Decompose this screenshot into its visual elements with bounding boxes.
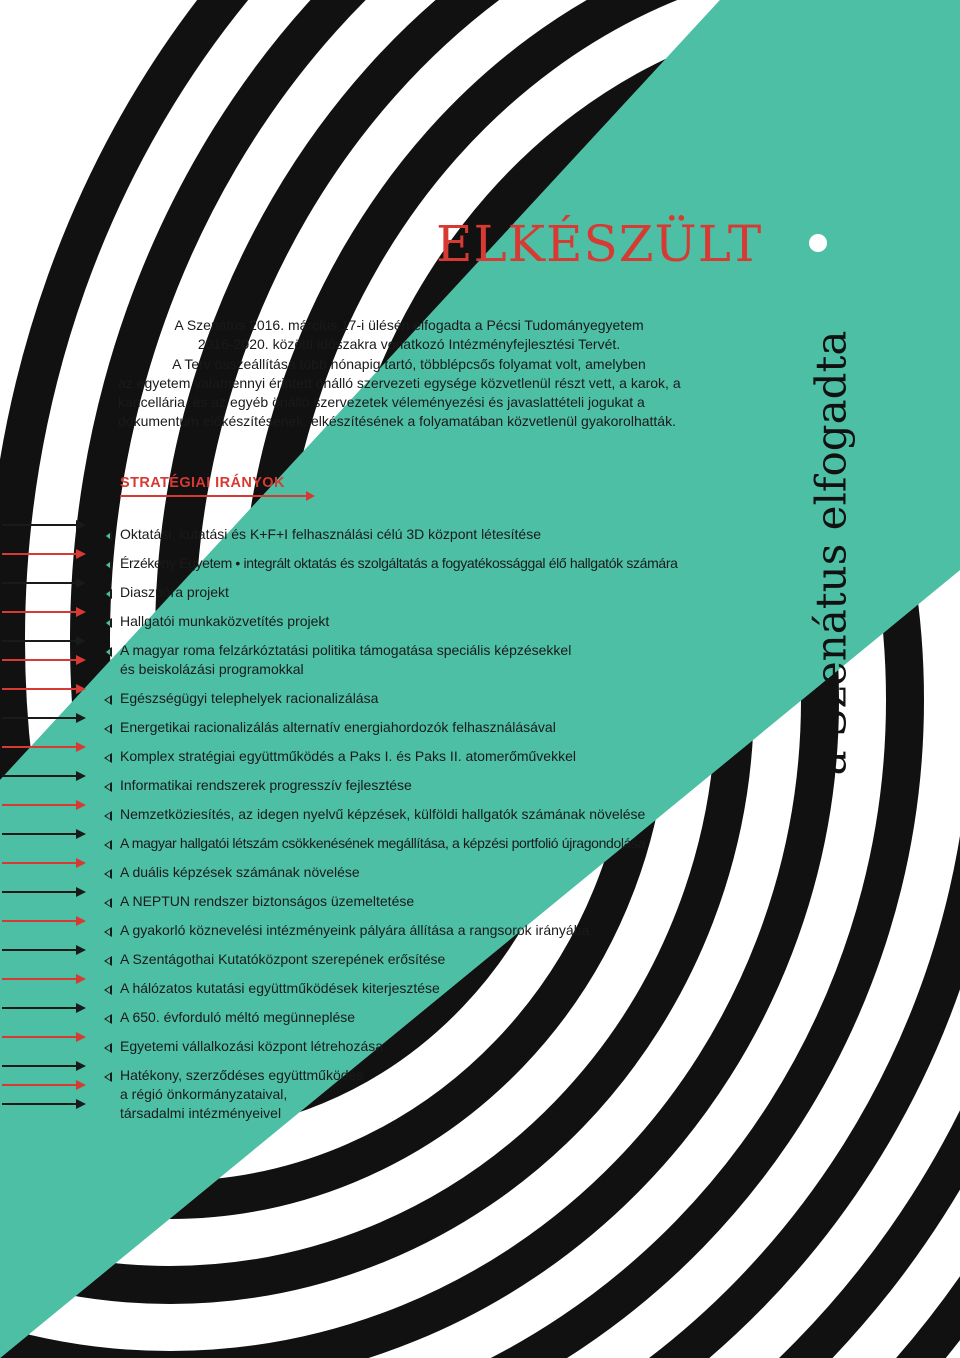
list-item-text: Hallgatói munkaközvetítés projekt: [120, 613, 330, 629]
arrow-icon: [2, 829, 86, 839]
section-heading-text: STRATÉGIAI IRÁNYOK: [120, 475, 285, 491]
arrow-icon: [2, 742, 86, 752]
arrow-icon: [2, 771, 86, 781]
arrow-icon: [2, 974, 86, 984]
list-item-text: A NEPTUN rendszer biztonságos üzemeltetése: [120, 893, 415, 909]
triangle-bullet-icon: [104, 782, 112, 792]
arrow-icon: [2, 1099, 86, 1109]
list-item-text: Hatékony, szerződéses együttműködés a régió önkormányzataival, társadalmi intézményeivel: [120, 1067, 364, 1121]
list-item-text: A 650. évforduló méltó megünneplése: [120, 1009, 356, 1025]
triangle-bullet-icon: [104, 618, 112, 628]
arrow-icon: [2, 1080, 86, 1090]
arrow-icon: [2, 636, 86, 646]
vertical-title-text: a Szenátus elfogadta: [806, 330, 856, 776]
triangle-bullet-icon: [104, 560, 112, 570]
list-item-text: Komplex stratégiai együttműködés a Paks I. és Paks II. atomerőművekkel: [120, 748, 576, 764]
triangle-bullet-icon: [104, 927, 112, 937]
list-item-text: A magyar roma felzárkóztatási politika támogatása speciális képzésekkel és beiskolázási programokkal: [120, 642, 572, 677]
arrow-icon: [2, 916, 86, 926]
arrow-icon: [2, 945, 86, 955]
intro-line-3: A Terv összeállítása több hónapig tartó, többlépcsős folyamat volt, amelyben: [172, 355, 646, 372]
triangle-bullet-icon: [104, 898, 112, 908]
intro-body: az egyetem valamennyi érintett önálló szervezeti egysége közvetlenül részt vett, a karok, a kancellária, és az egyéb önálló szervezetek véleményezési és javaslattételi jogukat a dokumentum előkészítésének, elkészítésének a folyamatában közvetlenül gyakorolhatták.: [118, 374, 681, 430]
list-item-text: Informatikai rendszerek progresszív fejlesztése: [120, 777, 412, 793]
arrow-icon: [2, 713, 86, 723]
arrow-icon: [2, 1061, 86, 1071]
arrow-icon: [2, 1003, 86, 1013]
triangle-bullet-icon: [104, 985, 112, 995]
triangle-bullet-icon: [104, 589, 112, 599]
arrow-icon: [2, 887, 86, 897]
list-item-text: A magyar hallgatói létszám csökkenésének megállítása, a képzési portfolió újragondolása: [120, 835, 646, 851]
triangle-bullet-icon: [104, 811, 112, 821]
list-item-text: Egészségügyi telephelyek racionalizálása: [120, 690, 379, 706]
triangle-bullet-icon: [104, 724, 112, 734]
list-item-text: A duális képzések számának növelése: [120, 864, 360, 880]
list-item-text: A Szentágothai Kutatóközpont szerepének erősítése: [120, 951, 446, 967]
arrow-icon: [2, 655, 86, 665]
list-item-text: Egyetemi vállalkozási központ létrehozása: [120, 1038, 384, 1054]
triangle-bullet-icon: [104, 531, 112, 541]
list-item-text: A hálózatos kutatási együttműködések kiterjesztése: [120, 980, 440, 996]
list-item-text: Nemzetköziesítés, az idegen nyelvű képzések, külföldi hallgatók számának növelése: [120, 806, 646, 822]
arrow-icon: [2, 520, 86, 530]
triangle-bullet-icon: [104, 1043, 112, 1053]
arrow-icon: [2, 684, 86, 694]
triangle-bullet-icon: [104, 869, 112, 879]
list-item-text: A gyakorló köznevelési intézményeink pályára állítása a rangsorok irányába: [120, 922, 590, 938]
arrow-icon: [2, 549, 86, 559]
triangle-bullet-icon: [104, 753, 112, 763]
arrow-icon: [2, 800, 86, 810]
list-item-text: Energetikai racionalizálás alternatív energiahordozók felhasználásával: [120, 719, 556, 735]
triangle-bullet-icon: [104, 956, 112, 966]
arrow-icon: [2, 607, 86, 617]
triangle-bullet-icon: [104, 1072, 112, 1082]
arrow-icon: [2, 578, 86, 588]
intro-line-2: 2016-2020. közötti időszakra vonatkozó Intézményfejlesztési Tervét.: [197, 336, 621, 353]
triangle-bullet-icon: [104, 840, 112, 850]
intro-line-1: A Szenátus 2016. március 17-i ülésén elfogadta a Pécsi Tudományegyetem: [174, 317, 644, 333]
list-item-text: Oktatási, kutatási és K+F+I felhasználási célú 3D központ létesítése: [120, 526, 541, 542]
arrow-icon: [2, 1032, 86, 1042]
arrow-icon: [2, 858, 86, 868]
list-item-text: Diaszpóra projekt: [120, 584, 229, 600]
list-item-text: Érzékeny Egyetem • integrált oktatás és szolgáltatás a fogyatékossággal élő hallgatók számára: [120, 555, 678, 571]
triangle-bullet-icon: [104, 1014, 112, 1024]
triangle-bullet-icon: [104, 695, 112, 705]
page-title: ELKÉSZÜLT: [436, 215, 763, 273]
triangle-bullet-icon: [104, 647, 112, 657]
